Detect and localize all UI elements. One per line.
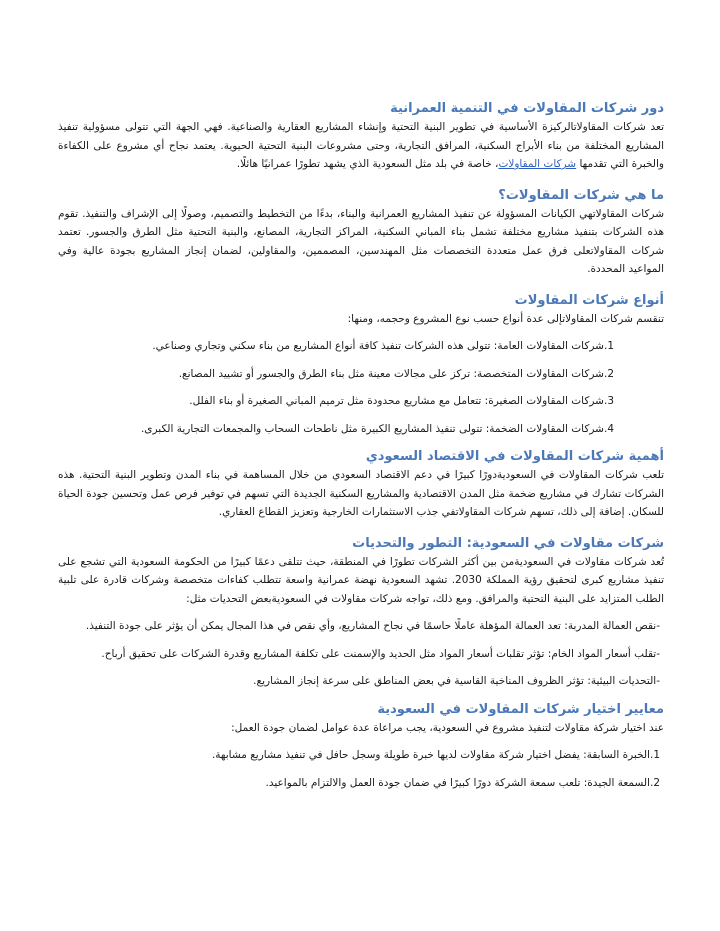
paragraph-role-text-2: ، خاصة في بلد مثل السعودية الذي يشهد تطورًا عمرانيًا هائلًا. [236, 158, 499, 170]
section-heading-importance: أهمية شركات المقاولات في الاقتصاد السعودي [365, 449, 664, 464]
section-heading-role: دور شركات المقاولات في التنمية العمرانية [390, 101, 664, 116]
list-item: 3.شركات المقاولات الصغيرة: تتعامل مع مشاريع محدودة مثل ترميم المباني الصغيرة أو بناء الفلل. [189, 395, 614, 407]
list-item: -التحديات البيئية: تؤثر الظروف المناخية القاسية في بعض المناطق على سرعة إنجاز المشاريع. [253, 675, 660, 687]
paragraph-challenges: تُعد شركات مقاولات في السعوديةمن بين أكثر الشركات تطورًا في المنطقة، حيث تتلقى دعمًا كبيرًا من الحكومة السعودية التي تشجع على تنفيذ مشاريع كبرى لتحقيق رؤية المملكة 2030. تشهد السعودية نهضة عمرانية واسعة تتطلب كفاءات متخصصة وشركات قادرة على تلبية الطلب المتزايد على البنية التحتية والمرافق. ومع ذلك، تواجه شركات مقاولات في السعوديةبعض التحديات مثل: [58, 555, 664, 605]
paragraph-importance: تلعب شركات المقاولات في السعوديةدورًا كبيرًا في دعم الاقتصاد السعودي من خلال المساهمة في بناء المدن وتطوير البنية التحتية. هذه الشركات تشارك في مشاريع ضخمة مثل المدن الاقتصادية والمشاريع السكنية الجديدة التي تسهم في توفير فرص عمل وتحسين جودة الحياة للسكان. إضافة إلى ذلك، تسهم شركات المقاولاتفي جذب الاستثمارات الخارجية وتعزيز القطاع العقاري. [58, 469, 664, 518]
paragraph-criteria-intro: عند اختيار شركة مقاولات لتنفيذ مشروع في السعودية، يجب مراعاة عدة عوامل لضمان جودة العمل: [231, 721, 664, 734]
list-item: 1.شركات المقاولات العامة: تتولى هذه الشركات تنفيذ كافة أنواع المشاريع من بناء سكني وتجاري وصناعي. [152, 340, 614, 352]
paragraph-role-text-1: تعد شركات المقاولاتالركيزة الأساسية في تطوير البنية التحتية وإنشاء المشاريع العقارية والصناعية. فهي الجهة التي تتولى مسؤولية تنفيذ المشاريع المختلفة من بناء الأبراج السكنية، المرافق التجارية، وحتى مشروعات البنية التحتية الحيوية. يعتمد نجاح أي مشروع على الكفاءة والخبرة التي تقدمها [58, 121, 664, 170]
list-item: 2.شركات المقاولات المتخصصة: تركز على مجالات معينة مثل بناء الطرق والجسور أو تشييد المصانع. [178, 367, 614, 380]
paragraph-types-intro: تنقسم شركات المقاولاتإلى عدة أنواع حسب نوع المشروع وحجمه، ومنها: [347, 312, 664, 325]
section-heading-what: ما هي شركات المقاولات؟ [498, 187, 664, 203]
list-item: 1.الخبرة السابقة: يفضل اختيار شركة مقاولات لديها خبرة طويلة وسجل حافل في تنفيذ مشاريع مشابهة. [211, 749, 660, 761]
paragraph-role [58, 118, 664, 174]
list-item: -نقص العمالة المدربة: تعد العمالة المؤهلة عاملًا حاسمًا في نجاح المشاريع، وأي نقص في هذا المجال يمكن أن يؤثر على جودة التنفيذ. [85, 620, 660, 632]
section-heading-types: أنواع شركات المقاولات [514, 292, 664, 308]
list-item: -تقلب أسعار المواد الخام: تؤثر تقلبات أسعار المواد مثل الحديد والإسمنت على تكلفة المشاريع وقدرة الشركات على تحقيق أرباح. [101, 647, 660, 660]
paragraph-what: شركات المقاولاتهي الكيانات المسؤولة عن تنفيذ المشاريع العمرانية والبناء، بدءًا من التخطيط والتصميم، وصولًا إلى الإشراف والتنفيذ. تقوم هذه الشركات بتنفيذ مشاريع مختلفة تشمل بناء المباني السكنية، المراكز التجارية، المصانع، والبنية التحتية مثل الطرق والجسور. تعتمد شركات المقاولاتعلى فرق عمل متعددة التخصصات مثل المهندسين، المصممين، والمقاولين، لضمان إنجاز المشاريع بجودة عالية وفي المواعيد المحددة. [58, 207, 664, 275]
list-item: 4.شركات المقاولات الضخمة: تتولى تنفيذ المشاريع الكبيرة مثل ناطحات السحاب والمجمعات التجارية الكبرى. [140, 422, 614, 435]
section-heading-challenges: شركات مقاولات في السعودية: التطور والتحديات [352, 535, 664, 551]
section-heading-criteria: معايير اختيار شركات المقاولات في السعودية [377, 701, 664, 717]
list-item: 2.السمعة الجيدة: تلعب سمعة الشركة دورًا كبيرًا في ضمان جودة العمل والالتزام بالمواعيد. [265, 776, 660, 789]
contracting-companies-link[interactable]: شركات المقاولات [498, 158, 577, 170]
